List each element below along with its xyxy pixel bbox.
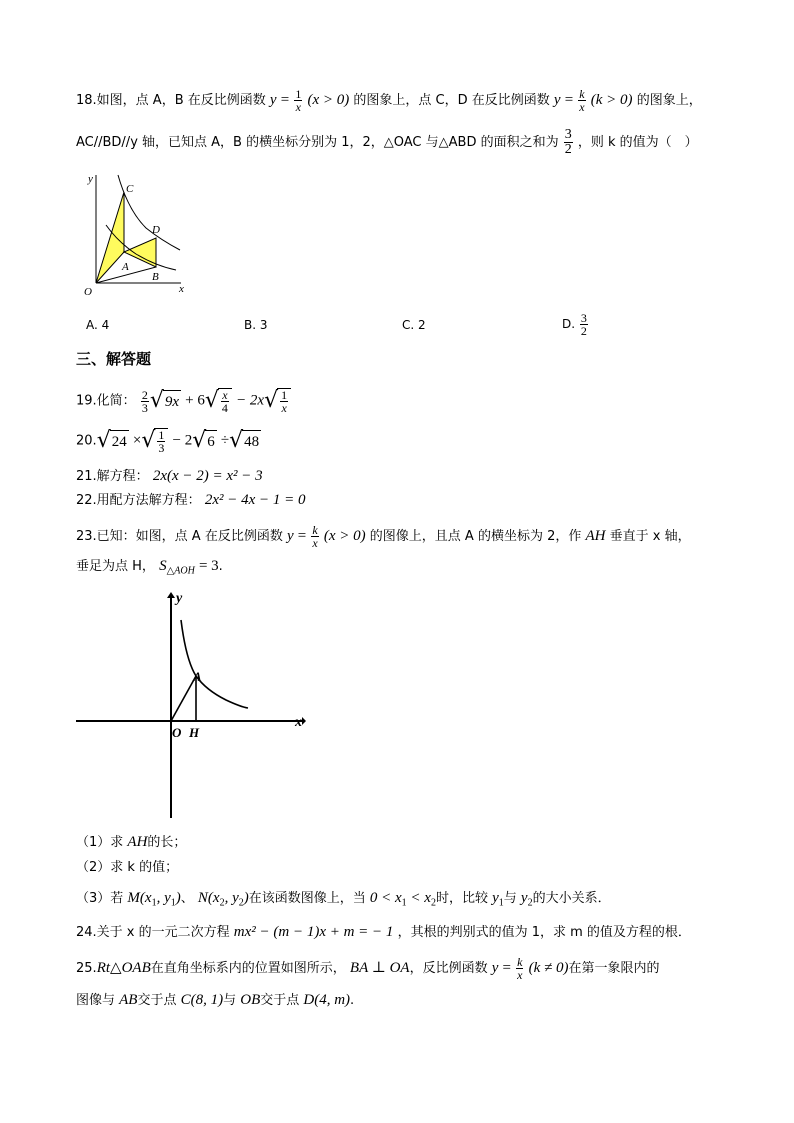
sqrt-icon: √ [264, 388, 279, 413]
q21-equation: 2x(x − 2) = x² − 3 [152, 468, 263, 484]
triangle-abd [124, 238, 156, 267]
fig23-label-x: x [295, 715, 302, 730]
q18-text-3: 的图象上， [636, 93, 702, 108]
sqrt-icon: √ [96, 428, 111, 453]
q23-line2: 垂足为点 H， $S_{\triangle AOH} = 3$. [76, 558, 223, 577]
sqrt-icon: √ [149, 388, 164, 413]
q19: 19.化简： $\frac{2}{3}$ √9x + 6√ $\frac{x}{4}$ − 2x√ $\frac{1}{x}$ [76, 388, 291, 414]
fig18-label-b: B [152, 271, 159, 283]
q18-option-c: C. 2 [402, 318, 426, 332]
q19-label: 19.化简： [76, 393, 136, 409]
q18-option-b: B. 3 [244, 318, 268, 332]
q18-f1-y: y [269, 92, 277, 108]
q18-f2-fraction: $\frac{k}{x}$ [579, 87, 585, 114]
sqrt-icon: √ [192, 428, 207, 453]
q18-text-2: 的图象上，点 C，D 在反比例函数 [353, 93, 554, 108]
triangle-oac [96, 192, 124, 283]
q18-f1-eq: = [280, 92, 290, 108]
q18-text-5: ，则 k 的值为（ ） [577, 135, 698, 150]
q18-f1-cond: (x > 0) [307, 92, 350, 108]
q18-text-1: 18.如图，点 A，B 在反比例函数 [76, 93, 270, 108]
q23-sub3: （3）若 $M(x_1$, $y_1$)、 $N(x_2$, $y_2$)在该函数图像上，当 $0 < x_1 < x_2$时，比较 $y_1$与 $y_2$的大小关系． [76, 890, 611, 909]
q18-text-4: AC//BD//y 轴，已知点 A，B 的横坐标分别为 1，2，△OAC 与△ABD 的面积之和为 [76, 135, 563, 150]
q25-fraction: $\frac{k}{x}$ [517, 955, 523, 982]
fig18-label-y: y [88, 173, 93, 185]
fig18-label-x: x [179, 283, 184, 295]
fig18-label-a: A [122, 261, 129, 273]
q22-equation: 2x² − 4x − 1 = 0 [204, 492, 306, 508]
q23-fraction: $\frac{k}{x}$ [312, 523, 318, 550]
sqrt-icon: √ [204, 388, 219, 413]
q20: 20.√24 ×√ $\frac{1}{3}$ − 2√6 ÷√48 [76, 428, 260, 455]
q18-option-d-fraction: $\frac{3}{2}$ [580, 311, 587, 338]
q18-figure [76, 170, 196, 300]
q25-line2: 图像与 AB交于点 C(8, 1)与 OB交于点 D(4, m). [76, 992, 355, 1008]
fig18-label-o: O [84, 286, 92, 298]
fig23-label-y: y [176, 591, 183, 606]
fig23-label-o: O [172, 725, 182, 740]
q18-f2-cond: (k > 0) [590, 92, 633, 108]
q18-f1-fraction: $\frac{1}{x}$ [295, 87, 302, 114]
q18-option-d: D. $\frac{3}{2}$ [562, 311, 587, 338]
q18-sum-fraction: $\frac{3}{2}$ [564, 127, 572, 157]
q23-figure [76, 590, 316, 822]
q18-f2-eq: = [564, 92, 574, 108]
q23-sub1: （1）求 AH的长； [76, 834, 187, 850]
sqrt-icon: √ [229, 428, 244, 453]
q25-line1: 25.Rt△OAB在直角坐标系内的位置如图所示， BA ⊥ OA，反比例函数 y = $\frac{k}{x}$ (k ≠ 0)在第一象限内的 [76, 955, 660, 982]
fig18-label-d: D [152, 224, 160, 236]
q24: 24.关于 x 的一元二次方程 mx² − (m − 1)x + m = − 1 ，其根的判别式的值为 1，求 m 的值及方程的根． [76, 924, 691, 940]
fig23-label-h: H [189, 725, 200, 740]
fig18-label-c: C [126, 183, 134, 195]
q22: 22.用配方法解方程： 2x² − 4x − 1 = 0 [76, 492, 306, 508]
q24-equation: mx² − (m − 1)x + m = − 1 [233, 924, 394, 940]
q18-line1 [76, 88, 702, 113]
q18-f2-y: y [553, 92, 561, 108]
fig23-label-a: A [193, 669, 202, 684]
q21: 21.解方程： 2x(x − 2) = x² − 3 [76, 468, 263, 484]
curve-k-over-x [181, 620, 248, 708]
section-heading: 三、解答题 [76, 350, 152, 368]
q23-sub2: （2）求 k 的值； [76, 860, 179, 875]
q18-line2 [76, 128, 698, 157]
q18-option-a: A. 4 [86, 318, 110, 332]
sqrt-icon: √ [141, 428, 156, 453]
q20-label: 20. [76, 433, 97, 449]
q23-line1: 23.已知：如图，点 A 在反比例函数 y = $\frac{k}{x}$ (x > 0) 的图像上，且点 A 的横坐标为 2，作 AH 垂直于 x 轴， [76, 523, 691, 550]
